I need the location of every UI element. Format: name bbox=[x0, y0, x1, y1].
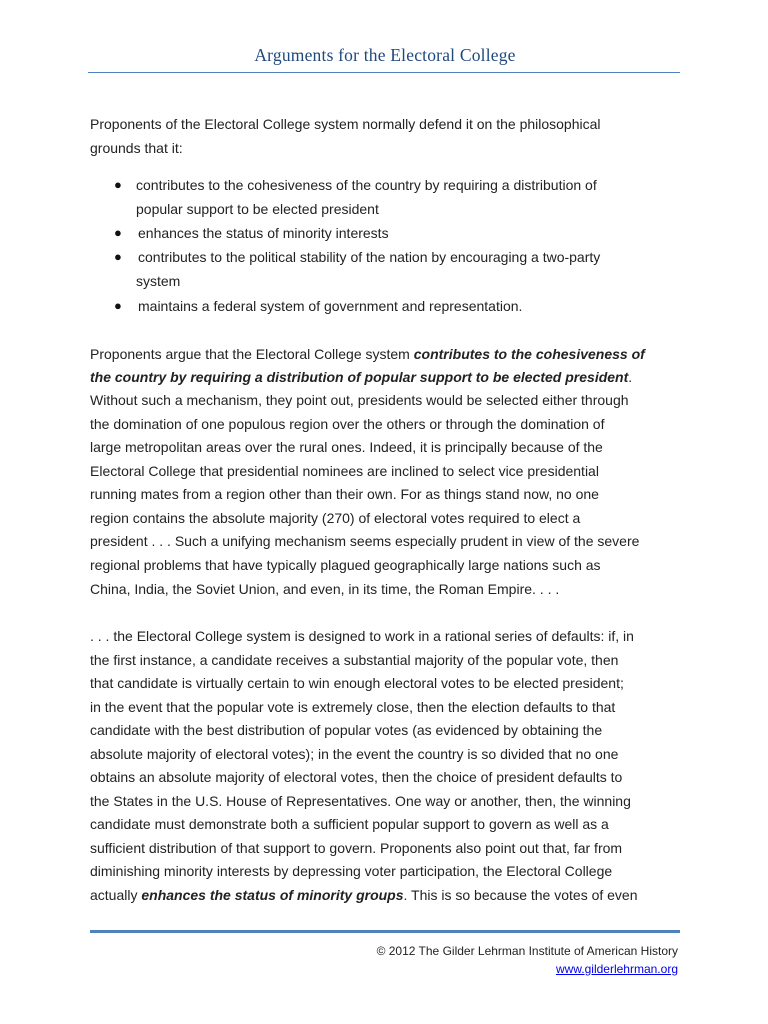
text-segment: actually bbox=[90, 887, 142, 903]
text-line bbox=[90, 368, 632, 386]
text-line: Without such a mechanism, they point out, presidents would be selected either through bbox=[90, 392, 629, 408]
text-line: Electoral College that presidential nominees are inclined to select vice presidential bbox=[90, 463, 599, 479]
text-line: region contains the absolute majority (270) of electoral votes required to elect a bbox=[90, 510, 581, 526]
text-line: regional problems that have typically plagued geographically large nations such as bbox=[90, 557, 601, 573]
footer-line bbox=[300, 961, 678, 977]
text-line: candidate must demonstrate both a sufficient popular support to govern as well as a bbox=[90, 816, 609, 832]
text-line: sufficient distribution of that support to govern. Proponents also point out that, far from bbox=[90, 840, 623, 856]
text-line: large metropolitan areas over the rural ones. Indeed, it is principally because of the bbox=[90, 439, 603, 455]
bullet-text-line: popular support to be elected president bbox=[136, 201, 379, 217]
bullet-icon: ● bbox=[114, 177, 122, 192]
footer-copyright: © 2012 The Gilder Lehrman Institute of American History bbox=[376, 944, 678, 958]
text-segment: . bbox=[628, 369, 633, 385]
document-title: Arguments for the Electoral College bbox=[254, 45, 516, 65]
text-line bbox=[90, 886, 638, 904]
footer-website-link[interactable]: www.gilderlehrman.org bbox=[555, 962, 678, 976]
text-line: running mates from a region other than their own. For as things stand now, no one bbox=[90, 486, 599, 502]
text-line bbox=[90, 345, 645, 363]
emphasis-text: contributes to the cohesiveness of bbox=[413, 346, 645, 362]
text-line: diminishing minority interests by depressing voter participation, the Electoral College bbox=[90, 863, 613, 879]
text-segment: Proponents argue that the Electoral College system bbox=[90, 346, 414, 362]
text-line: . . . the Electoral College system is designed to work in a rational series of defaults: if, in bbox=[90, 628, 634, 644]
text-line: absolute majority of electoral votes); in the event the country is so divided that no one bbox=[90, 746, 619, 762]
text-line: president . . . Such a unifying mechanism seems especially prudent in view of the severe bbox=[90, 533, 640, 549]
bullet-icon: ● bbox=[114, 298, 122, 313]
footer-divider bbox=[90, 930, 680, 933]
text-line: that candidate is virtually certain to win enough electoral votes to be elected president; bbox=[90, 675, 624, 691]
bullet-icon: ● bbox=[114, 249, 122, 264]
bullet-text-line: system bbox=[136, 273, 181, 289]
text-line: the States in the U.S. House of Representatives. One way or another, then, the winning bbox=[90, 793, 631, 809]
text-line: candidate with the best distribution of popular votes (as evidenced by obtaining the bbox=[90, 722, 603, 738]
text-line: Proponents of the Electoral College system normally defend it on the philosophical bbox=[90, 116, 601, 132]
text-line: grounds that it: bbox=[90, 140, 183, 156]
text-segment: . This is so because the votes of even bbox=[403, 887, 638, 903]
bullet-text-line: maintains a federal system of government and representation. bbox=[138, 298, 523, 314]
text-line: the first instance, a candidate receives a substantial majority of the popular vote, then bbox=[90, 652, 619, 668]
bullet-text-line: contributes to the political stability of the nation by encouraging a two-party bbox=[138, 249, 601, 265]
text-line: China, India, the Soviet Union, and even, in its time, the Roman Empire. . . . bbox=[90, 581, 560, 597]
text-line: obtains an absolute majority of electoral votes, then the choice of president defaults to bbox=[90, 769, 623, 785]
bullet-text-line: contributes to the cohesiveness of the country by requiring a distribution of bbox=[136, 177, 597, 193]
bullet-text-line: enhances the status of minority interests bbox=[138, 225, 389, 241]
bullet-icon: ● bbox=[114, 225, 122, 240]
title-divider bbox=[88, 72, 680, 73]
text-line: the domination of one populous region over the others or through the domination of bbox=[90, 416, 605, 432]
text-line: in the event that the popular vote is extremely close, then the election defaults to that bbox=[90, 699, 616, 715]
emphasis-text: enhances the status of minority groups bbox=[141, 887, 404, 903]
emphasis-text: the country by requiring a distribution of popular support to be elected president bbox=[90, 369, 629, 385]
